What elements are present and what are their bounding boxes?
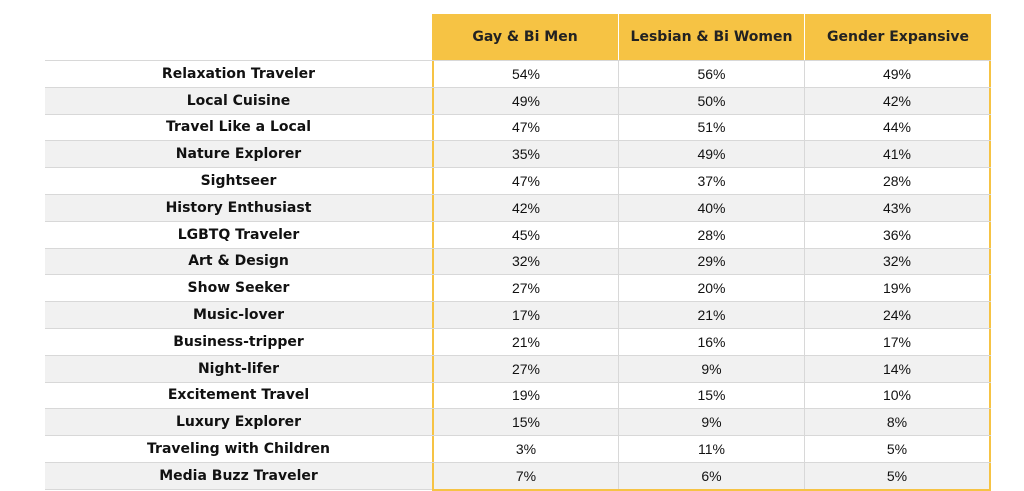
table-row bbox=[45, 87, 991, 114]
table-row bbox=[45, 462, 991, 489]
table-row bbox=[45, 382, 991, 409]
value-cell: 8% bbox=[804, 409, 991, 435]
value-cell: 28% bbox=[618, 222, 804, 248]
table-row bbox=[45, 167, 991, 194]
value-cell: 5% bbox=[804, 436, 991, 462]
value-cell: 28% bbox=[804, 168, 991, 194]
value-cell: 24% bbox=[804, 302, 991, 328]
value-cell: 27% bbox=[432, 356, 618, 382]
value-cell: 21% bbox=[432, 329, 618, 355]
table-row bbox=[45, 274, 991, 301]
table-row bbox=[45, 221, 991, 248]
row-label: Show Seeker bbox=[187, 280, 290, 297]
table-row bbox=[45, 301, 991, 328]
row-label: Business-tripper bbox=[173, 333, 304, 350]
row-label: Nature Explorer bbox=[175, 146, 302, 163]
row-label: Media Buzz Traveler bbox=[159, 467, 318, 484]
table-row bbox=[45, 328, 991, 355]
column-header-lesbian-bi-women: Lesbian & Bi Women bbox=[618, 14, 804, 60]
value-cell: 19% bbox=[432, 383, 618, 409]
row-label: Travel Like a Local bbox=[165, 119, 312, 136]
value-cell: 17% bbox=[804, 329, 991, 355]
value-cell: 49% bbox=[432, 88, 618, 114]
value-cell: 42% bbox=[432, 195, 618, 221]
row-label: Excitement Travel bbox=[167, 387, 310, 404]
value-cell: 20% bbox=[618, 275, 804, 301]
value-cell: 42% bbox=[804, 88, 991, 114]
value-cell: 6% bbox=[618, 463, 804, 489]
table-row bbox=[45, 194, 991, 221]
table-row bbox=[45, 60, 991, 87]
value-cell: 49% bbox=[618, 141, 804, 167]
row-label: Traveling with Children bbox=[147, 441, 330, 458]
value-cell: 35% bbox=[432, 141, 618, 167]
value-cell: 51% bbox=[618, 115, 804, 141]
table-row bbox=[45, 248, 991, 275]
column-header-gender-expansive: Gender Expansive bbox=[804, 14, 991, 60]
value-cell: 50% bbox=[618, 88, 804, 114]
value-cell: 16% bbox=[618, 329, 804, 355]
table-row bbox=[45, 408, 991, 435]
row-label: Music-lover bbox=[192, 307, 285, 324]
value-cell: 29% bbox=[618, 249, 804, 275]
value-cell: 14% bbox=[804, 356, 991, 382]
table-row bbox=[45, 114, 991, 141]
value-cell: 9% bbox=[618, 356, 804, 382]
value-cell: 19% bbox=[804, 275, 991, 301]
row-label: LGBTQ Traveler bbox=[177, 226, 300, 243]
value-cell: 47% bbox=[432, 168, 618, 194]
value-cell: 9% bbox=[618, 409, 804, 435]
value-cell: 3% bbox=[432, 436, 618, 462]
value-cell: 21% bbox=[618, 302, 804, 328]
value-cell: 15% bbox=[618, 383, 804, 409]
row-label: Art & Design bbox=[188, 253, 289, 270]
value-cell: 27% bbox=[432, 275, 618, 301]
value-cell: 11% bbox=[618, 436, 804, 462]
value-cell: 45% bbox=[432, 222, 618, 248]
value-cell: 56% bbox=[618, 61, 804, 87]
value-cell: 5% bbox=[804, 463, 991, 489]
row-label: Night-lifer bbox=[197, 360, 280, 377]
row-label: Relaxation Traveler bbox=[161, 65, 316, 82]
value-cell: 32% bbox=[804, 249, 991, 275]
value-cell: 7% bbox=[432, 463, 618, 489]
row-label: Sightseer bbox=[200, 173, 277, 190]
value-cell: 49% bbox=[804, 61, 991, 87]
table-row bbox=[45, 140, 991, 167]
value-cell: 41% bbox=[804, 141, 991, 167]
value-cell: 32% bbox=[432, 249, 618, 275]
value-cell: 54% bbox=[432, 61, 618, 87]
column-header-gay-bi-men: Gay & Bi Men bbox=[432, 14, 618, 60]
table-row bbox=[45, 355, 991, 382]
value-cell: 44% bbox=[804, 115, 991, 141]
value-cell: 47% bbox=[432, 115, 618, 141]
value-cell: 37% bbox=[618, 168, 804, 194]
row-label: Luxury Explorer bbox=[175, 414, 302, 431]
value-cell: 43% bbox=[804, 195, 991, 221]
value-cell: 17% bbox=[432, 302, 618, 328]
row-label: History Enthusiast bbox=[165, 199, 312, 216]
value-cell: 36% bbox=[804, 222, 991, 248]
value-cell: 10% bbox=[804, 383, 991, 409]
table-row bbox=[45, 435, 991, 462]
value-cell: 15% bbox=[432, 409, 618, 435]
row-label: Local Cuisine bbox=[186, 92, 291, 109]
value-cell: 40% bbox=[618, 195, 804, 221]
